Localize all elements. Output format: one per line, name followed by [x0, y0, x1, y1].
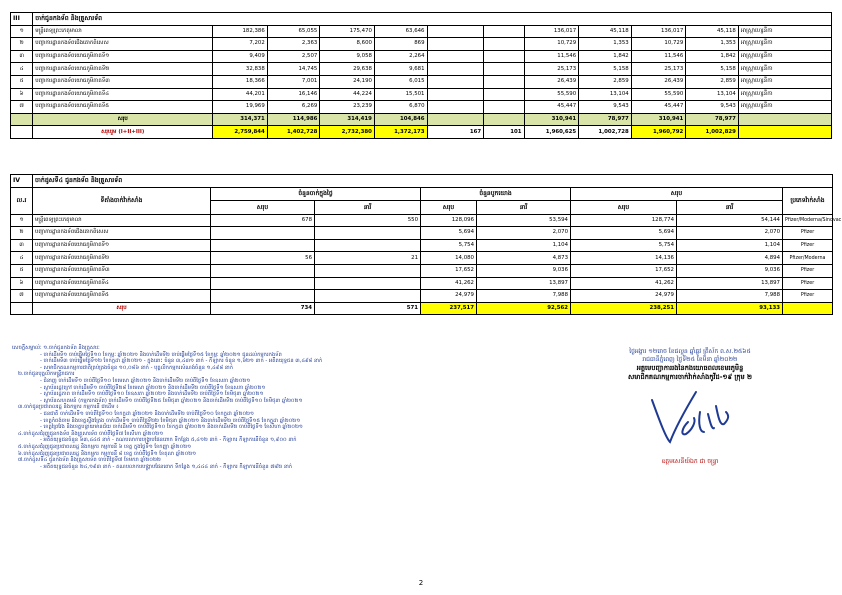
- row-cell: 17,652: [571, 264, 677, 277]
- row-cell: 9,681: [374, 63, 427, 76]
- row-vaccine: អាស្ត្រាហ្សេនីកា: [738, 88, 831, 101]
- row-vaccine: អាស្ត្រាហ្សេនីកា: [738, 50, 831, 63]
- row-cell: 136,017: [631, 25, 686, 38]
- grand-total-cell: 2,732,380: [320, 126, 375, 139]
- row-place: បញ្ជាការដ្ឋានកងទ័ពយោធភូមិភាគទី៣: [33, 264, 211, 277]
- row-cell: [315, 277, 421, 290]
- row-place: បញ្ជាការដ្ឋានកងទ័ពជើងគោកពិសេស: [33, 227, 211, 240]
- row-cell: [211, 290, 315, 303]
- table-row: [11, 63, 832, 76]
- row-cell: 13,897: [477, 277, 571, 290]
- row-number: ៧: [11, 101, 33, 114]
- col-header-vaccine: ប្រភេទវ៉ាក់សាំង: [783, 187, 833, 214]
- note-line: - សមាជិកគណកម្មការជាតិគ្រប់គ្រងចំនួន ១០,០៨៦ នាក់ - បុគ្គលិកកម្មករសំណង់ចំនួន ១,៤៩៨ នាក់: [40, 364, 234, 371]
- section-title: ចាក់ជូនកងទ័ព និងគ្រួសារទ័ព: [33, 13, 832, 26]
- row-cell: [211, 277, 315, 290]
- row-number: ៥: [11, 75, 33, 88]
- row-place: បញ្ជាការដ្ឋានកងទ័ពយោធភូមិភាគទី១: [33, 50, 213, 63]
- row-place: បញ្ជាការដ្ឋានកងទ័ពយោធភូមិភាគទី៥: [33, 290, 211, 303]
- note-line: - ជនជាតិ ចាក់ដើមទី១ ចាប់ពីថ្ងៃទី១០ ខែកក្កដា ឆ្នាំ២០២១ និងចាក់ដើមទី២ ចាប់ពីថ្ងៃទី១០ ខែកក្កដា ឆ្នាំ២០២១: [40, 410, 254, 417]
- row-cell: [427, 88, 484, 101]
- row-cell: 32,838: [213, 63, 268, 76]
- row-vaccine: អាស្ត្រាហ្សេនីកា: [738, 63, 831, 76]
- date-line-solar: រាជធានីភ្នំពេញ ថ្ងៃទី២៥ ខែមីនា ឆ្នាំ២០២២: [642, 356, 738, 363]
- row-cell: 182,386: [213, 25, 268, 38]
- row-cell: 2,070: [477, 227, 571, 240]
- row-vaccine: Pfizer: [783, 277, 833, 290]
- table-row: [11, 214, 833, 227]
- table-row: [11, 239, 833, 252]
- row-cell: 4,894: [677, 252, 783, 265]
- row-number: ៥: [11, 264, 33, 277]
- row-number: ២: [11, 38, 33, 51]
- row-number: ១: [11, 25, 33, 38]
- row-cell: 9,036: [477, 264, 571, 277]
- row-cell: 29,638: [320, 63, 375, 76]
- row-cell: 10,729: [524, 38, 579, 51]
- total-cell: 92,562: [477, 302, 571, 315]
- row-number: ៤: [11, 252, 33, 265]
- row-vaccine: អាស្ត្រាហ្សេនីកា: [738, 101, 831, 114]
- grand-total-label: សរុបរួម (I+II+III): [33, 126, 213, 139]
- subtotal-cell: 314,371: [213, 113, 268, 126]
- subtotal-cell: 310,941: [631, 113, 686, 126]
- row-number: ៤: [11, 63, 33, 76]
- table-row: [11, 25, 832, 38]
- row-cell: 24,190: [320, 75, 375, 88]
- row-cell: 1,104: [677, 239, 783, 252]
- row-cell: [315, 239, 421, 252]
- table-row: [11, 88, 832, 101]
- total-label: សរុប: [33, 302, 211, 315]
- row-cell: [427, 101, 484, 114]
- note-line: - ជំនាញ ចាក់ដើមទី១ ចាប់ពីថ្ងៃទី១០ ខែមេសា ឆ្នាំ២០២១ និងចាក់ដើមទី២ ចាប់ពីថ្ងៃទី១ ខែឧសភា ឆ្នាំ២០២១: [40, 377, 251, 384]
- note-line: ៧.ចាក់ដូសទី៤ ជូនកងទ័ព និងគ្រួសារទ័ព ចាប់ពីថ្ងៃទី៧ ខែមករា ឆ្នាំ២០២២: [18, 457, 161, 464]
- row-cell: [315, 227, 421, 240]
- grand-total-cell: 1,002,829: [686, 126, 739, 139]
- row-cell: 6,269: [267, 101, 320, 114]
- total-cell: 93,133: [677, 302, 783, 315]
- row-place: បញ្ជាការដ្ឋានកងទ័ពយោធភូមិភាគទី៤: [33, 88, 213, 101]
- row-cell: 2,264: [374, 50, 427, 63]
- row-cell: [484, 25, 524, 38]
- row-cell: 8,600: [320, 38, 375, 51]
- row-cell: 63,646: [374, 25, 427, 38]
- row-vaccine: Pfizer: [783, 239, 833, 252]
- row-cell: 14,745: [267, 63, 320, 76]
- note-line: - ស្ថាប័នរដ្ឋភាព ចាក់ដើមទី១ ចាប់ពីថ្ងៃទី១០ ខែឧសភា ឆ្នាំ២០២១ និងចាក់ដើមទី២ ចាប់ពីថ្ងៃទី១ ខែមិថុនា ឆ្នាំ២០២១: [40, 391, 264, 398]
- col-header-sum: សរុប: [211, 201, 315, 215]
- note-line: ៥.ចាក់ដូសជំរុញជូនប្រជាពលរដ្ឋ និងកម្មករ កម្មការនី ៦ ខេត្ត ក្នុងថ្ងៃទី១ ខែកញ្ញា ឆ្នាំ២០២១: [18, 443, 192, 450]
- table-row: [11, 264, 833, 277]
- row-cell: [427, 25, 484, 38]
- row-cell: 1,353: [686, 38, 739, 51]
- row-cell: 10,729: [631, 38, 686, 51]
- row-cell: 5,694: [421, 227, 477, 240]
- row-place: បញ្ជាការដ្ឋានកងទ័ពជើងគោកពិសេស: [33, 38, 213, 51]
- row-cell: 45,447: [524, 101, 579, 114]
- row-cell: 5,754: [421, 239, 477, 252]
- col-header-female: នារី: [477, 201, 571, 215]
- col-header-cumulative: ចំនួនបូកយោង: [421, 187, 571, 201]
- row-cell: 55,590: [631, 88, 686, 101]
- note-line: សេចក្តីសម្គាល់ៈ ១.ចាក់ជូនកងទ័ព និងគ្រួសារៈ: [12, 345, 100, 351]
- row-place: បញ្ជាការដ្ឋានកងទ័ពយោធភូមិភាគទី២: [33, 63, 213, 76]
- subtotal-cell: 314,419: [320, 113, 375, 126]
- row-place: មន្ត្រីពេទ្យព្រះកេតុមាលា: [33, 25, 213, 38]
- note-line: ២.ចាក់ជូនបុគ្គលិកមន្ត្រីរាជការ: [18, 371, 75, 378]
- row-cell: [484, 63, 524, 76]
- row-place: បញ្ជាការដ្ឋានកងទ័ពយោធភូមិភាគទី៣: [33, 75, 213, 88]
- row-cell: 2,859: [686, 75, 739, 88]
- subtotal-label: សរុប: [33, 113, 213, 126]
- subtotal-cell: 78,977: [686, 113, 739, 126]
- row-cell: 9,409: [213, 50, 268, 63]
- row-cell: 550: [315, 214, 421, 227]
- row-cell: 869: [374, 38, 427, 51]
- note-line: - អតីតយុទ្ធជនចំនួន ៦៣,៤៤៥ នាក់ - គណបលាការបង្ក្រាបផែនពោក ទីកន្លែង ៥,៤១២ នាក់ - កីឡាករ កីឡាការនីចំនួន ១,៩០០ នាក់: [40, 437, 297, 444]
- row-cell: 1,842: [579, 50, 632, 63]
- subtotal-cell: [427, 113, 484, 126]
- row-cell: 5,754: [571, 239, 677, 252]
- row-cell: 128,096: [421, 214, 477, 227]
- note-line: - ខេត្តព្រៃវែង និងខេត្តបន្ទាយមានជ័យ ចាក់ដើមទី១ ចាប់ពីថ្ងៃទី១០ ខែកក្កដា ឆ្នាំ២០២១ និងចាក់ដើមទី២ ចាប់ពីថ្ងៃទី១ ខែសីហា ឆ្នាំ២០២១: [40, 424, 303, 431]
- total-cell: 238,251: [571, 302, 677, 315]
- grand-total-cell: 1,960,625: [524, 126, 579, 139]
- col-header-sum: សរុប: [421, 201, 477, 215]
- row-place: បញ្ជាការដ្ឋានកងទ័ពយោធភូមិភាគទី៥: [33, 101, 213, 114]
- row-cell: [427, 75, 484, 88]
- row-vaccine: Pfizer: [783, 227, 833, 240]
- row-cell: 4,873: [477, 252, 571, 265]
- row-number: ៦: [11, 277, 33, 290]
- row-cell: 6,015: [374, 75, 427, 88]
- row-cell: [315, 264, 421, 277]
- row-cell: 14,136: [571, 252, 677, 265]
- row-vaccine: Pfizer: [783, 264, 833, 277]
- grand-total-cell: 1,960,792: [631, 126, 686, 139]
- col-header-sum: សរុប: [571, 201, 677, 215]
- note-line: - អតីតយុទ្ធជនចំនួន ២៤,១៩៣ នាក់ - គណបលាការបង្ក្រាបផែនពោក ទីកន្លែង ១,៤៤៤ នាក់ - កីឡាករ កីឡាការនីចំនួន ៧៩២ នាក់: [40, 463, 293, 470]
- row-cell: 56: [211, 252, 315, 265]
- row-cell: 2,507: [267, 50, 320, 63]
- subtotal-cell: 78,977: [579, 113, 632, 126]
- col-header-no: ល.រ: [11, 187, 33, 214]
- row-vaccine: Pfizer/Moderna: [783, 252, 833, 265]
- row-vaccine: Pfizer/Moderna/Sinovac: [783, 214, 833, 227]
- note-line: - ខេត្តកំពង់ចាម និងខេត្តស្ទឹងត្រែង ចាក់ដើមទី១ ចាប់ពីថ្ងៃទី២២ ខែមិថុនា ឆ្នាំ២០២១ និងចាក់ដើមទី២ ចាប់ពីថ្ងៃទី១៥ ខែកក្កដា ឆ្នាំ២០២១: [40, 417, 301, 424]
- row-cell: 7,988: [677, 290, 783, 303]
- row-cell: 128,774: [571, 214, 677, 227]
- row-place: មន្ត្រីពេទ្យព្រះកេតុមាលា: [33, 214, 211, 227]
- col-header-total: សរុប: [571, 187, 783, 201]
- row-cell: 11,546: [631, 50, 686, 63]
- row-cell: 1,842: [686, 50, 739, 63]
- signer-title-2: សមាជិកគណកម្មការចាក់វ៉ាក់សាំងកូវីដ-១៩ ក្រុម ២: [627, 373, 753, 381]
- note-line: ៤.ចាក់ដូសជំរុញជូនកងទ័ព និងគ្រួសារទ័ព ចាប់ពីថ្ងៃទី៧ ខែសីហា ឆ្នាំ២០២១: [18, 430, 164, 437]
- row-vaccine: Pfizer: [783, 290, 833, 303]
- grand-total-cell: 167: [427, 126, 484, 139]
- row-cell: [484, 75, 524, 88]
- section-number: III: [11, 13, 33, 26]
- row-cell: 24,979: [571, 290, 677, 303]
- row-cell: 5,158: [686, 63, 739, 76]
- row-number: ៧: [11, 290, 33, 303]
- row-cell: 175,470: [320, 25, 375, 38]
- row-cell: 2,859: [579, 75, 632, 88]
- col-header-place: ទីតាំងចាក់វ៉ាក់សាំង: [33, 187, 211, 214]
- section-title: ចាក់ដូសទី៤ ជូនកងទ័ព និងគ្រួសារទ័ព: [33, 175, 833, 188]
- row-cell: 5,694: [571, 227, 677, 240]
- note-line: - ស្ថាប័នរដ្ឋ(ក្រៅ ចាក់ដើមទី១ ចាប់ពីថ្ងៃទី២៨ ខែមេសា ឆ្នាំ២០២១ និងចាក់ដើមទី២ ចាប់ពីថ្ងៃទី១ ខែឧសភា ឆ្នាំ២០២១: [40, 384, 266, 391]
- note-line: ៣.ចាក់ជូនប្រជាពលរដ្ឋ និងកម្មករ កម្មការនី ជាដើម ៖: [18, 404, 119, 411]
- table-row: [11, 38, 832, 51]
- section-number: IV: [11, 175, 33, 188]
- signer-title-1: អគ្គមេបញ្ជាការរងនៃកងយោធពលខេមរភូមិន្ទ: [636, 364, 744, 372]
- row-cell: 7,001: [267, 75, 320, 88]
- row-cell: 136,017: [524, 25, 579, 38]
- section-3-table: [10, 12, 832, 139]
- row-cell: 25,173: [631, 63, 686, 76]
- row-vaccine: អាស្ត្រាហ្សេនីកា: [738, 75, 831, 88]
- table-row: [11, 50, 832, 63]
- row-cell: 53,594: [477, 214, 571, 227]
- note-line: - ចាក់ដើមទី១ ចាប់ផ្តើមថ្ងៃទី១០ ខែកុម្ភៈ ឆ្នាំ២០២១ និងចាក់ដើមទី២ ចាប់ផ្តើមថ្ងៃទី១៥ ខែកុម្ភៈ ឆ្នាំ២០២១ ជូនដល់កម្មករកងទ័ព: [40, 351, 282, 358]
- row-cell: 9,543: [579, 101, 632, 114]
- row-vaccine: អាស្ត្រាហ្សេនីកា: [738, 38, 831, 51]
- row-cell: [427, 63, 484, 76]
- row-cell: 41,262: [571, 277, 677, 290]
- row-cell: 1,104: [477, 239, 571, 252]
- row-cell: 44,224: [320, 88, 375, 101]
- subtotal-row: [11, 113, 832, 126]
- row-cell: [484, 50, 524, 63]
- row-cell: 41,262: [421, 277, 477, 290]
- row-cell: [484, 101, 524, 114]
- row-cell: 13,897: [677, 277, 783, 290]
- row-cell: 7,988: [477, 290, 571, 303]
- section-4-table: [10, 174, 842, 315]
- page-number: 2: [418, 579, 424, 587]
- total-cell: 571: [315, 302, 421, 315]
- row-cell: 19,969: [213, 101, 268, 114]
- section-3-title-row: [11, 13, 832, 26]
- row-cell: [427, 38, 484, 51]
- row-cell: 1,353: [579, 38, 632, 51]
- table-row: [11, 290, 833, 303]
- signature-block: [560, 348, 820, 466]
- subtotal-cell: 310,941: [524, 113, 579, 126]
- row-cell: [315, 290, 421, 303]
- row-cell: 11,546: [524, 50, 579, 63]
- note-line: ៦.ចាក់ដូសជំរុញជូនប្រជាពលរដ្ឋ និងកម្មករ កម្មការនី ៨ ខេត្ត ចាប់ពីថ្ងៃទី១ ខែតុលា ឆ្នាំ២០២១: [18, 450, 197, 457]
- row-cell: 26,439: [524, 75, 579, 88]
- row-cell: 17,652: [421, 264, 477, 277]
- table-row: [11, 277, 833, 290]
- row-cell: 45,118: [579, 25, 632, 38]
- row-cell: [211, 227, 315, 240]
- row-cell: 13,104: [686, 88, 739, 101]
- grand-total-row: [11, 126, 832, 139]
- total-row: [11, 302, 833, 315]
- row-cell: 5,158: [579, 63, 632, 76]
- total-cell: 237,517: [421, 302, 477, 315]
- date-line-lunar: ថ្ងៃអង្គារ ១២រោច ខែផល្គុន ឆ្នាំឆ្លូវ ត្រីស័ក ព.ស.២៥៦៥: [629, 348, 751, 355]
- row-cell: 23,239: [320, 101, 375, 114]
- table-row: [11, 227, 833, 240]
- row-cell: 2,363: [267, 38, 320, 51]
- grand-total-cell: 1,372,173: [374, 126, 427, 139]
- row-cell: [484, 88, 524, 101]
- row-cell: [211, 264, 315, 277]
- notes-block: [12, 345, 532, 470]
- row-cell: 14,080: [421, 252, 477, 265]
- row-cell: 24,979: [421, 290, 477, 303]
- subtotal-cell: [484, 113, 524, 126]
- section-4-title-row: [11, 175, 833, 188]
- row-cell: 26,439: [631, 75, 686, 88]
- col-header-female: នារី: [677, 201, 783, 215]
- row-place: បញ្ជាការដ្ឋានកងទ័ពយោធភូមិភាគទី២: [33, 252, 211, 265]
- grand-total-cell: 1,402,728: [267, 126, 320, 139]
- row-cell: 25,173: [524, 63, 579, 76]
- table-row: [11, 252, 833, 265]
- row-cell: 13,104: [579, 88, 632, 101]
- row-number: ៣: [11, 239, 33, 252]
- row-cell: 678: [211, 214, 315, 227]
- row-cell: 2,070: [677, 227, 783, 240]
- row-cell: [211, 239, 315, 252]
- row-cell: 54,144: [677, 214, 783, 227]
- subtotal-cell: 104,846: [374, 113, 427, 126]
- row-cell: 18,366: [213, 75, 268, 88]
- row-place: បញ្ជាការដ្ឋានកងទ័ពយោធភូមិភាគទី១: [33, 239, 211, 252]
- row-number: ៦: [11, 88, 33, 101]
- row-number: ២: [11, 227, 33, 240]
- col-header-female: នារី: [315, 201, 421, 215]
- total-cell: 734: [211, 302, 315, 315]
- row-number: ៣: [11, 50, 33, 63]
- table-row: [11, 75, 832, 88]
- note-line: - ស្ថាប័នសហគមន៍ (កម្មករកងទ័ព) ចាក់ដើមទី១ ចាប់ពីថ្ងៃទី២៥ ខែមិថុនា ឆ្នាំ២០២១ និងចាក់ដើមទី២ ចាប់ពីថ្ងៃទី១០ ខែមិថុនា ឆ្នាំ២០២១: [40, 397, 303, 404]
- note-line: - ចាក់ដើមទី៣ ចាប់ផ្តើមថ្ងៃទី១២ ខែកក្កដា ឆ្នាំ២០២១ - ក្នុងនោះ ចំនួន ៣,៤៣១ នាក់ - កីឡាករ ចំនួន ១,៦២១ នាក់ - អតីតយុទ្ធជន ៣,៤៩៨ នាក់: [40, 358, 323, 365]
- row-cell: 6,870: [374, 101, 427, 114]
- row-cell: 21: [315, 252, 421, 265]
- table-row: [11, 101, 832, 114]
- row-cell: [484, 38, 524, 51]
- row-number: ១: [11, 214, 33, 227]
- row-vaccine: អាស្ត្រាហ្សេនីកា: [738, 25, 831, 38]
- grand-total-cell: 1,002,728: [579, 126, 632, 139]
- handwritten-signature: [630, 382, 750, 452]
- grand-total-cell: 101: [484, 126, 524, 139]
- row-cell: 9,036: [677, 264, 783, 277]
- row-cell: 16,146: [267, 88, 320, 101]
- row-cell: 9,058: [320, 50, 375, 63]
- row-cell: 7,202: [213, 38, 268, 51]
- row-cell: 15,501: [374, 88, 427, 101]
- header-row-1: [11, 187, 833, 201]
- row-cell: [427, 50, 484, 63]
- row-place: បញ្ជាការដ្ឋានកងទ័ពយោធភូមិភាគទី៤: [33, 277, 211, 290]
- col-header-daily: ចំនួនចាក់ក្នុងថ្ងៃ: [211, 187, 421, 201]
- row-cell: 44,201: [213, 88, 268, 101]
- row-cell: 65,055: [267, 25, 320, 38]
- row-cell: 45,118: [686, 25, 739, 38]
- subtotal-cell: 114,986: [267, 113, 320, 126]
- row-cell: 55,590: [524, 88, 579, 101]
- grand-total-cell: 2,759,844: [213, 126, 268, 139]
- row-cell: 45,447: [631, 101, 686, 114]
- row-cell: 9,543: [686, 101, 739, 114]
- signer-name: ឧត្តមសេនីយ៍ឯក ជា ចន្ទ្រា: [661, 458, 719, 465]
